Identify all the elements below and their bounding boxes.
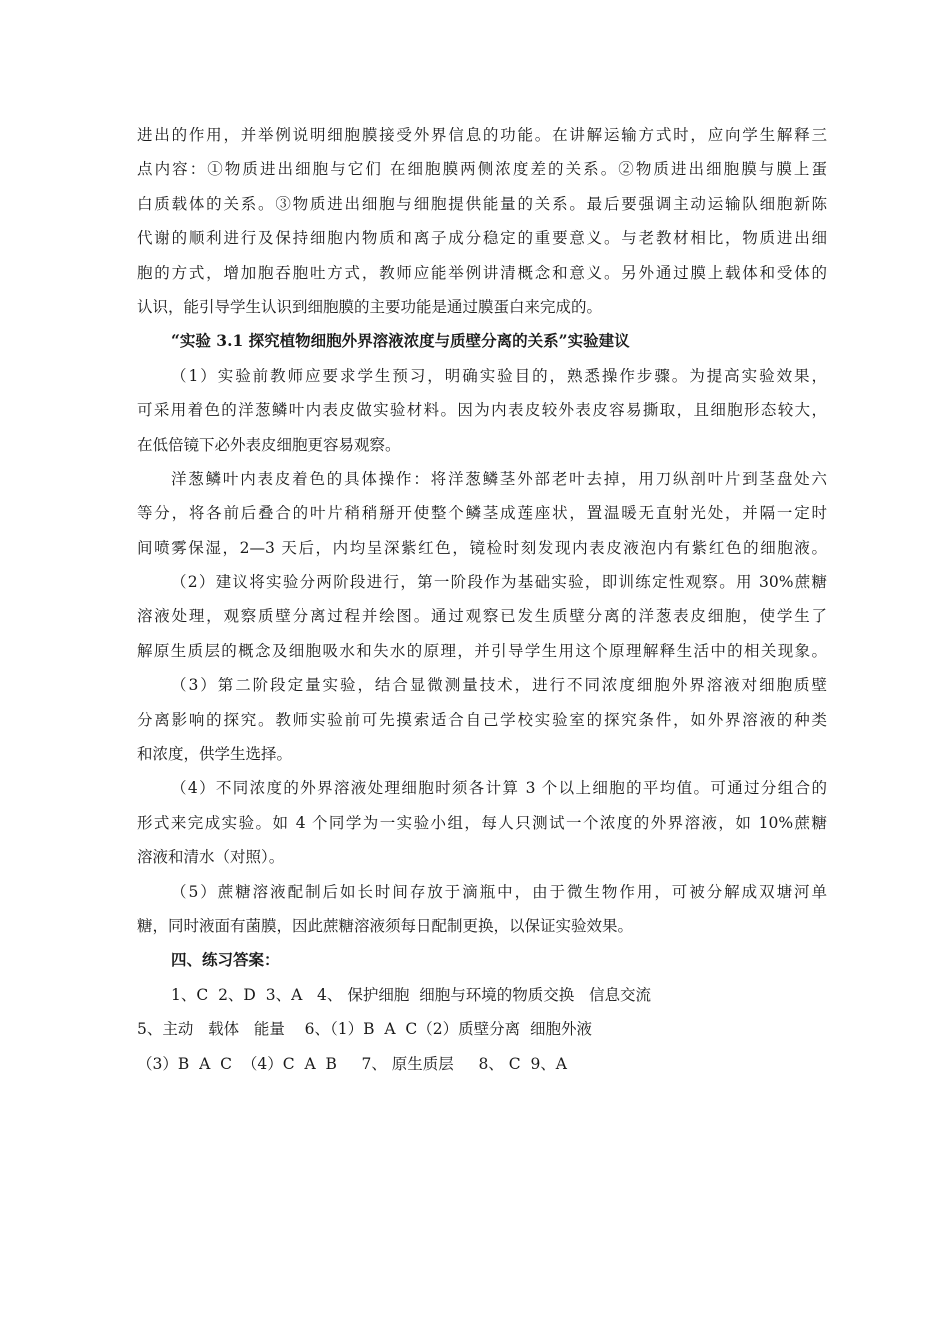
paragraph-line: 可采用着色的洋葱鳞叶内表皮做实验材料。因为内表皮较外表皮容易撕取，且细胞形态较大， <box>137 401 827 420</box>
body-text-line: 白质载体的关系。③物质进出细胞与细胞提供能量的关系。最后要强调主动运输队细胞新陈 <box>137 194 827 213</box>
paragraph-line: （4）不同浓度的外界溶液处理细胞时须各计算 3 个以上细胞的平均值。可通过分组合的 <box>171 779 827 798</box>
paragraph-line: 在低倍镜下必外表皮细胞更容易观察。 <box>137 435 401 454</box>
body-text-line: 进出的作用，并举例说明细胞膜接受外界信息的功能。在讲解运输方式时，应向学生解释三 <box>137 126 827 144</box>
body-text-line: 胞的方式，增加胞吞胞吐方式，教师应能举例讲清概念和意义。另外通过膜上载体和受体的 <box>137 263 827 282</box>
body-text-line: 代谢的顺利进行及保持细胞内物质和离子成分稳定的重要意义。与老教材相比，物质进出细 <box>137 229 827 248</box>
paragraph-line: 间喷雾保湿，2—3 天后，内均呈深紫红色，镜检时刻发现内表皮液泡内有紫红色的细胞液。 <box>137 538 827 557</box>
paragraph-line: 洋葱鳞叶内表皮着色的具体操作：将洋葱鳞茎外部老叶去掉，用刀纵剖叶片到茎盘处六 <box>171 469 827 488</box>
paragraph-line: （3）第二阶段定量实验，结合显微测量技术，进行不同浓度细胞外界溶液对细胞质壁 <box>171 676 827 695</box>
body-text-line: 认识，能引导学生认识到细胞膜的主要功能是通过膜蛋白来完成的。 <box>137 297 603 316</box>
paragraph-line: （1）实验前教师应要求学生预习，明确实验目的，熟悉操作步骤。为提高实验效果， <box>171 366 827 385</box>
body-text-line: 点内容：①物质进出细胞与它们 在细胞膜两侧浓度差的关系。②物质进出细胞膜与膜上蛋 <box>137 160 827 179</box>
answer-line: 5、主动 载体 能量 6、（1）B A C（2）质壁分离 细胞外液 <box>137 1020 592 1039</box>
answer-line: 1、C 2、D 3、A 4、 保护细胞 细胞与环境的物质交换 信息交流 <box>171 985 651 1004</box>
paragraph-line: 溶液处理，观察质壁分离过程并绘图。通过观察已发生质壁分离的洋葱表皮细胞，使学生了 <box>137 607 827 626</box>
section-heading-experiment: “实验 3.1 探究植物细胞外界溶液浓度与质壁分离的关系”实验建议 <box>171 331 630 351</box>
paragraph-line: 溶液和清水（对照）。 <box>137 848 285 867</box>
paragraph-line: 等分，将各前后叠合的叶片稍稍掰开使整个鳞茎成莲座状，置温暖无直射光处，并隔一定时 <box>137 504 827 523</box>
answer-line: （3）B A C （4）C A B 7、 原生质层 8、 C 9、A <box>137 1054 567 1073</box>
document-body <box>137 118 827 1081</box>
paragraph-line: 解原生质层的概念及细胞吸水和失水的原理，并引导学生用这个原理解释生活中的相关现象。 <box>137 641 827 660</box>
paragraph-line: （5）蔗糖溶液配制后如长时间存放于滴瓶中，由于微生物作用，可被分解成双塘河单 <box>171 882 827 901</box>
paragraph-line: 分离影响的探究。教师实验前可先摸索适合自己学校实验室的探究条件，如外界溶液的种类 <box>137 710 827 729</box>
paragraph-line: 形式来完成实验。如 4 个同学为一实验小组，每人只测试一个浓度的外界溶液，如 10%蔗糖 <box>137 813 827 832</box>
section-heading-answers: 四、练习答案： <box>171 950 280 970</box>
paragraph-line: 和浓度，供学生选择。 <box>137 745 293 764</box>
paragraph-line: （2）建议将实验分两阶段进行，第一阶段作为基础实验，即训练定性观察。用 30%蔗糖 <box>171 573 827 592</box>
paragraph-line: 糖，同时液面有菌膜，因此蔗糖溶液须每日配制更换，以保证实验效果。 <box>137 916 634 935</box>
